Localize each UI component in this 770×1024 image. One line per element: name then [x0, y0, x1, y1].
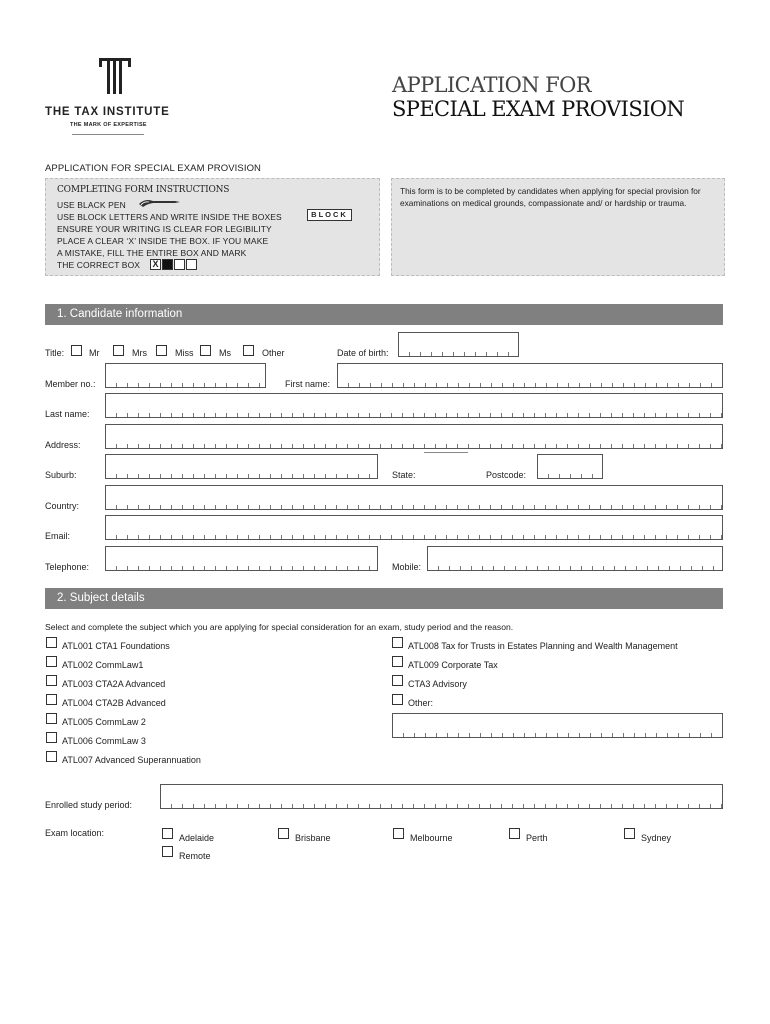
study-period-field[interactable] — [160, 784, 723, 809]
subject-cta3-checkbox[interactable] — [392, 675, 403, 686]
empty-box-example — [186, 259, 197, 270]
telephone-field[interactable] — [105, 546, 378, 571]
location-label: Melbourne — [410, 833, 453, 843]
divider — [72, 134, 144, 135]
location-label: Brisbane — [295, 833, 331, 843]
subject-atl008-checkbox[interactable] — [392, 637, 403, 648]
date-of-birth-field[interactable] — [398, 332, 519, 357]
subject-atl005-checkbox[interactable] — [46, 713, 57, 724]
crossed-box-example: X — [150, 259, 161, 270]
title-other-checkbox[interactable] — [243, 345, 254, 356]
title-option-label: Miss — [175, 348, 194, 358]
suburb-label: Suburb: — [45, 470, 77, 480]
subject-atl006-checkbox[interactable] — [46, 732, 57, 743]
location-label: Remote — [179, 851, 211, 861]
subject-other-field[interactable] — [392, 713, 723, 738]
subject-label: ATL005 CommLaw 2 — [62, 717, 146, 727]
location-remote-checkbox[interactable] — [162, 846, 173, 857]
document-title-line1: APPLICATION FOR — [392, 73, 591, 97]
instructions-title: COMPLETING FORM INSTRUCTIONS — [57, 185, 230, 195]
subject-atl002-checkbox[interactable] — [46, 656, 57, 667]
email-field[interactable] — [105, 515, 723, 540]
section-subject-details: 2. Subject details — [45, 588, 723, 609]
mobile-label: Mobile: — [392, 562, 422, 572]
title-option-label: Mrs — [132, 348, 147, 358]
instruction-line: THE CORRECT BOX — [57, 260, 141, 270]
org-tagline: THE MARK OF EXPERTISE — [70, 122, 147, 128]
subject-other-checkbox[interactable] — [392, 694, 403, 705]
location-melbourne-checkbox[interactable] — [393, 828, 404, 839]
checkbox-example — [150, 259, 197, 270]
instruction-line: PLACE A CLEAR ‘X’ INSIDE THE BOX. IF YOU MAKE — [57, 236, 269, 246]
location-brisbane-checkbox[interactable] — [278, 828, 289, 839]
block-letters-example: BLOCK — [307, 209, 352, 221]
subject-label: ATL009 Corporate Tax — [408, 660, 498, 670]
location-sydney-checkbox[interactable] — [624, 828, 635, 839]
subject-atl009-checkbox[interactable] — [392, 656, 403, 667]
member-no-field[interactable] — [105, 363, 266, 388]
state-label: State: — [392, 470, 416, 480]
filled-box-example — [162, 259, 173, 270]
section-candidate-information: 1. Candidate information — [45, 304, 723, 325]
tax-institute-logo — [95, 58, 135, 94]
subject-atl001-checkbox[interactable] — [46, 637, 57, 648]
telephone-label: Telephone: — [45, 562, 90, 572]
form-description: This form is to be completed by candidates when applying for special provision for examinations on medical grounds, compassionate and/ or hardship or trauma. — [400, 186, 701, 208]
subject-label: CTA3 Advisory — [408, 679, 467, 689]
last-name-field[interactable] — [105, 393, 723, 418]
country-label: Country: — [45, 501, 80, 511]
location-adelaide-checkbox[interactable] — [162, 828, 173, 839]
suburb-field[interactable] — [105, 454, 378, 479]
empty-box-example — [174, 259, 185, 270]
country-field[interactable] — [105, 485, 723, 510]
study-period-label: Enrolled study period: — [45, 800, 133, 810]
subject-label: ATL003 CTA2A Advanced — [62, 679, 166, 689]
title-mrs-checkbox[interactable] — [113, 345, 124, 356]
address-label: Address: — [45, 440, 81, 450]
title-miss-checkbox[interactable] — [156, 345, 167, 356]
subject-atl007-checkbox[interactable] — [46, 751, 57, 762]
pen-icon — [137, 195, 181, 209]
title-ms-checkbox[interactable] — [200, 345, 211, 356]
location-label: Perth — [526, 833, 548, 843]
dob-label: Date of birth: — [337, 348, 389, 358]
member-no-label: Member no.: — [45, 379, 96, 389]
subject-instruction: Select and complete the subject which you are applying for special consideration for an exam, study period and the reason. — [45, 622, 514, 632]
subject-label: ATL007 Advanced Superannuation — [62, 755, 201, 765]
subject-label: ATL006 CommLaw 3 — [62, 736, 146, 746]
location-perth-checkbox[interactable] — [509, 828, 520, 839]
exam-location-label: Exam location: — [45, 828, 105, 838]
title-option-label: Other — [262, 348, 285, 358]
title-option-label: Mr — [89, 348, 100, 358]
title-label: Title: — [45, 348, 65, 358]
subject-label: Other: — [408, 698, 434, 708]
first-name-field[interactable] — [337, 363, 723, 388]
form-heading: APPLICATION FOR SPECIAL EXAM PROVISION — [45, 163, 262, 174]
location-label: Sydney — [641, 833, 672, 843]
document-title-line2: SPECIAL EXAM PROVISION — [392, 97, 685, 121]
subject-label: ATL001 CTA1 Foundations — [62, 641, 170, 651]
subject-atl004-checkbox[interactable] — [46, 694, 57, 705]
org-name: THE TAX INSTITUTE — [45, 106, 170, 118]
location-label: Adelaide — [179, 833, 215, 843]
instruction-line: USE BLACK PEN — [57, 200, 126, 210]
instruction-line: A MISTAKE, FILL THE ENTIRE BOX AND MARK — [57, 248, 247, 258]
subject-label: ATL008 Tax for Trusts in Estates Planning and Wealth Management — [408, 641, 678, 651]
instruction-line: ENSURE YOUR WRITING IS CLEAR FOR LEGIBILITY — [57, 224, 272, 234]
last-name-label: Last name: — [45, 409, 90, 419]
email-label: Email: — [45, 531, 71, 541]
divider — [424, 452, 468, 453]
instruction-line: USE BLOCK LETTERS AND WRITE INSIDE THE BOXES — [57, 212, 282, 222]
subject-atl003-checkbox[interactable] — [46, 675, 57, 686]
title-mr-checkbox[interactable] — [71, 345, 82, 356]
first-name-label: First name: — [285, 379, 331, 389]
postcode-label: Postcode: — [486, 470, 527, 480]
subject-label: ATL002 CommLaw1 — [62, 660, 144, 670]
address-field[interactable] — [105, 424, 723, 449]
postcode-field[interactable] — [537, 454, 603, 479]
subject-label: ATL004 CTA2B Advanced — [62, 698, 166, 708]
mobile-field[interactable] — [427, 546, 723, 571]
title-option-label: Ms — [219, 348, 231, 358]
